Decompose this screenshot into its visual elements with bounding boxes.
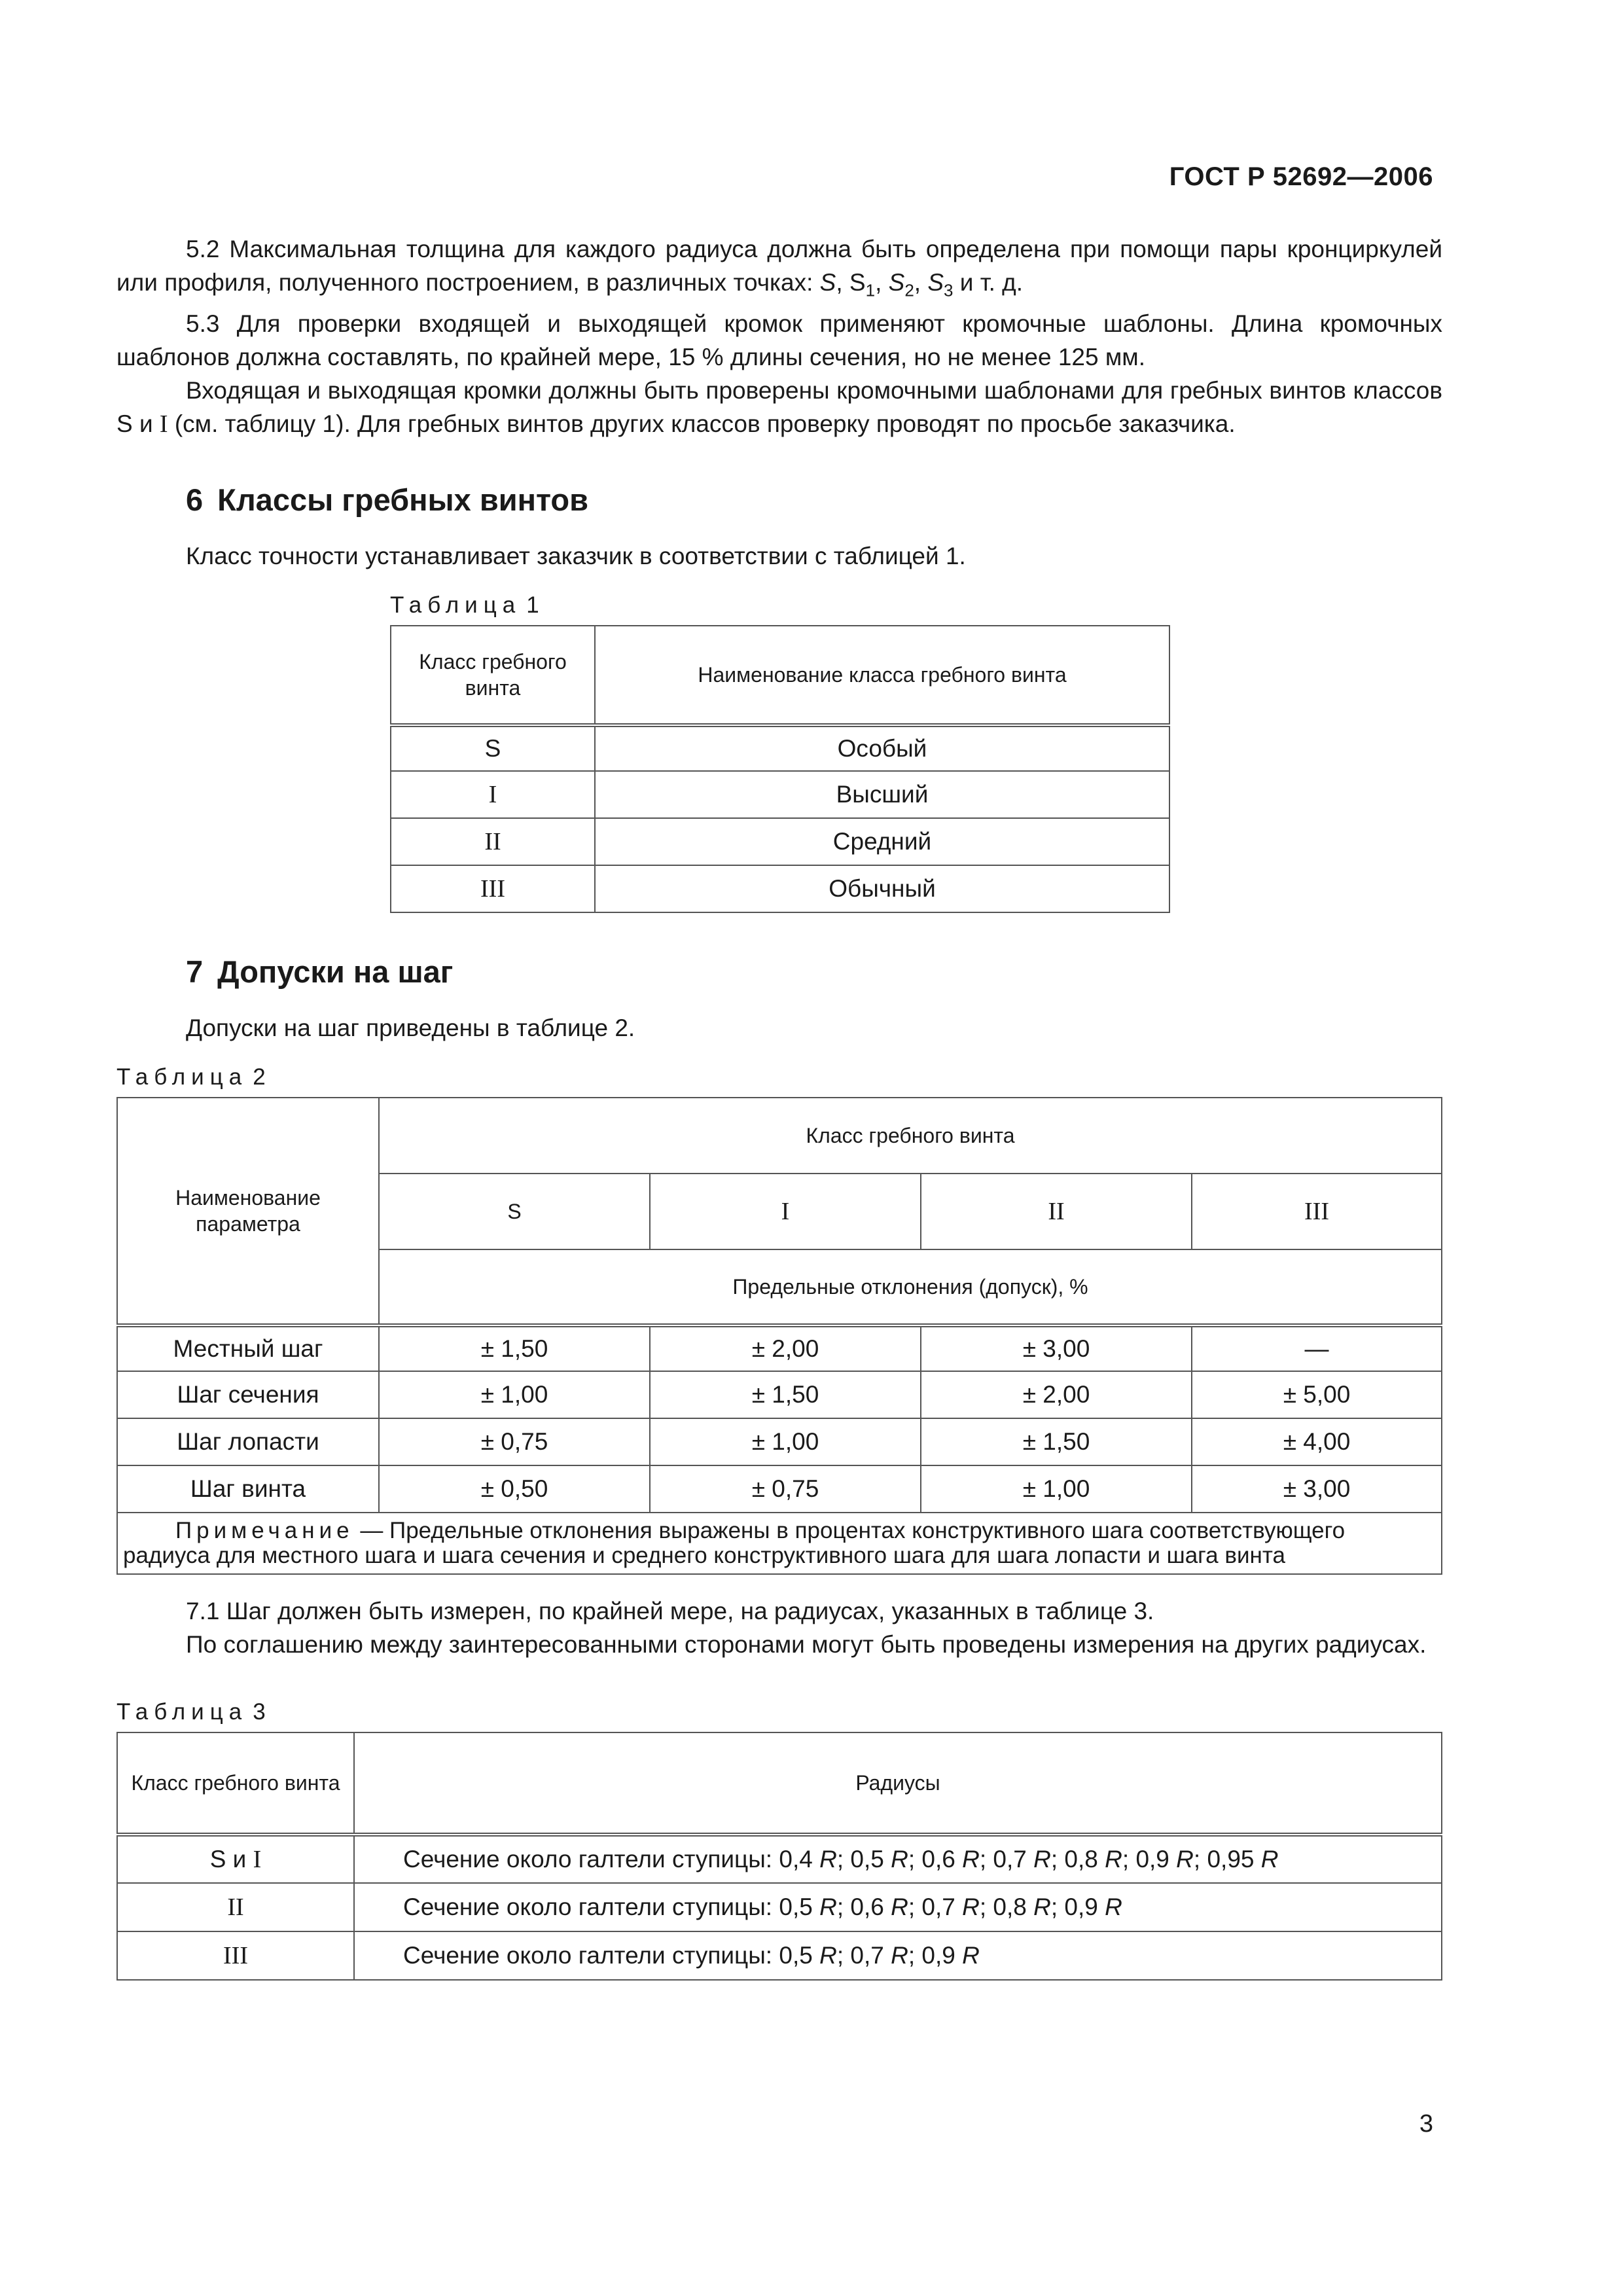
standard-code: ГОСТ Р 52692—2006 — [1169, 162, 1433, 191]
page-content — [116, 232, 1442, 1981]
section-6-heading: 6 Классы гребных винтов — [186, 482, 589, 518]
table1-header-name: Наименование класса гребного винта — [595, 626, 1169, 725]
table-row: Местный шаг ± 1,50 ± 2,00 ± 3,00 — — [117, 1325, 1442, 1371]
table3-header-class: Класс гребного винта — [117, 1732, 354, 1835]
table2-header-deviation: Предельные отклонения (допуск), % — [379, 1249, 1442, 1325]
table-row: II Сечение около галтели ступицы: 0,5 R; 0,6 R; 0,7 R; 0,8 R; 0,9 R — [117, 1883, 1442, 1931]
table2-caption: Таблица 2 — [116, 1064, 266, 1090]
table2-block — [116, 1063, 1442, 1575]
table-row: III Сечение около галтели ступицы: 0,5 R; 0,7 R; 0,9 R — [117, 1931, 1442, 1980]
table-row: S Особый — [391, 725, 1169, 771]
section-7-intro: Допуски на шаг приведены в таблице 2. — [186, 1014, 635, 1042]
section-6-intro: Класс точности устанавливает заказчик в соответствии с таблицей 1. — [186, 543, 966, 570]
paragraph-5-2: 5.2 Максимальная толщина для каждого радиуса должна быть определена при помощи пары кронциркулей или профиля, полученного построением, в различных точках: S, $S_1$, $S_2$, $S_3$ и т. д. — [116, 236, 1442, 300]
table2-header-class: Класс гребного винта — [379, 1098, 1442, 1174]
table-row: Шаг винта ± 0,50 ± 0,75 ± 1,00 ± 3,00 — [117, 1465, 1442, 1513]
table-row: I Высший — [391, 771, 1169, 818]
page-number: 3 — [1419, 2110, 1433, 2138]
section-7-heading: 7 Допуски на шаг — [186, 954, 454, 990]
paragraph-5-3-cont: Входящая и выходящая кромки должны быть проверены кромочными шаблонами для гребных винтов классов S и I (см. таблицу 1). Для гребных винтов других классов проверку проводят по просьбе заказчика. — [116, 377, 1442, 439]
table3-header-radii: Радиусы — [354, 1732, 1442, 1835]
table3-caption: Таблица 3 — [116, 1699, 266, 1725]
table-row: Шаг сечения ± 1,00 ± 1,50 ± 2,00 ± 5,00 — [117, 1371, 1442, 1418]
table-row: III Обычный — [391, 865, 1169, 912]
table3-block — [116, 1698, 1442, 1981]
table2-note: Примечание — Предельные отклонения выражены в процентах конструктивного шага соответствующего радиуса для местного шага и шага сечения и среднего конструктивного шага для шага лопасти и шага винта — [117, 1513, 1442, 1574]
table-2: Наименование параметра Класс гребного винта S I II III Предельные отклонения (допуск), % Местный шаг ± 1,50 ± 2,00 ± 3,00 — Шаг сечения ± 1,00 ± 1,50 ± 2,00 ± 5,00 Шаг лопасти ± 0,75 ± 1,00 ± 1,50 ± 4,00 Шаг винта ± 0,50 ± 0,75 ± 1,00 ± 3,00 Примечание — Предельные отклонения выражены в процентах конструктивного шага соответствующего радиуса для местного шага и шага сечения и среднего конструктивного шага для шага лопасти и шага винта — [116, 1097, 1442, 1575]
table1-header-class: Класс гребного винта — [391, 626, 595, 725]
table-3 — [116, 1732, 1442, 1981]
table2-header-param: Наименование параметра — [117, 1098, 379, 1325]
table-row: Шаг лопасти ± 0,75 ± 1,00 ± 1,50 ± 4,00 — [117, 1418, 1442, 1465]
table-row: II Средний — [391, 818, 1169, 865]
paragraph-7-1-cont: По соглашению между заинтересованными сторонами могут быть проведены измерения на других радиусах. — [186, 1631, 1427, 1659]
table1-caption: Таблица 1 — [390, 592, 539, 619]
paragraph-7-1: 7.1 Шаг должен быть измерен, по крайней мере, на радиусах, указанных в таблице 3. — [186, 1598, 1154, 1625]
table-row: S и I Сечение около галтели ступицы: 0,4 R; 0,5 R; 0,6 R; 0,7 R; 0,8 R; 0,9 R; 0,95 R — [117, 1835, 1442, 1883]
table1-block — [390, 591, 1442, 913]
table-1 — [390, 625, 1170, 913]
paragraph-5-3: 5.3 Для проверки входящей и выходящей кромок применяют кромочные шаблоны. Длина кромочных шаблонов должна составлять, по крайней мере, 15 % длины сечения, но не менее 125 мм. — [116, 310, 1442, 371]
